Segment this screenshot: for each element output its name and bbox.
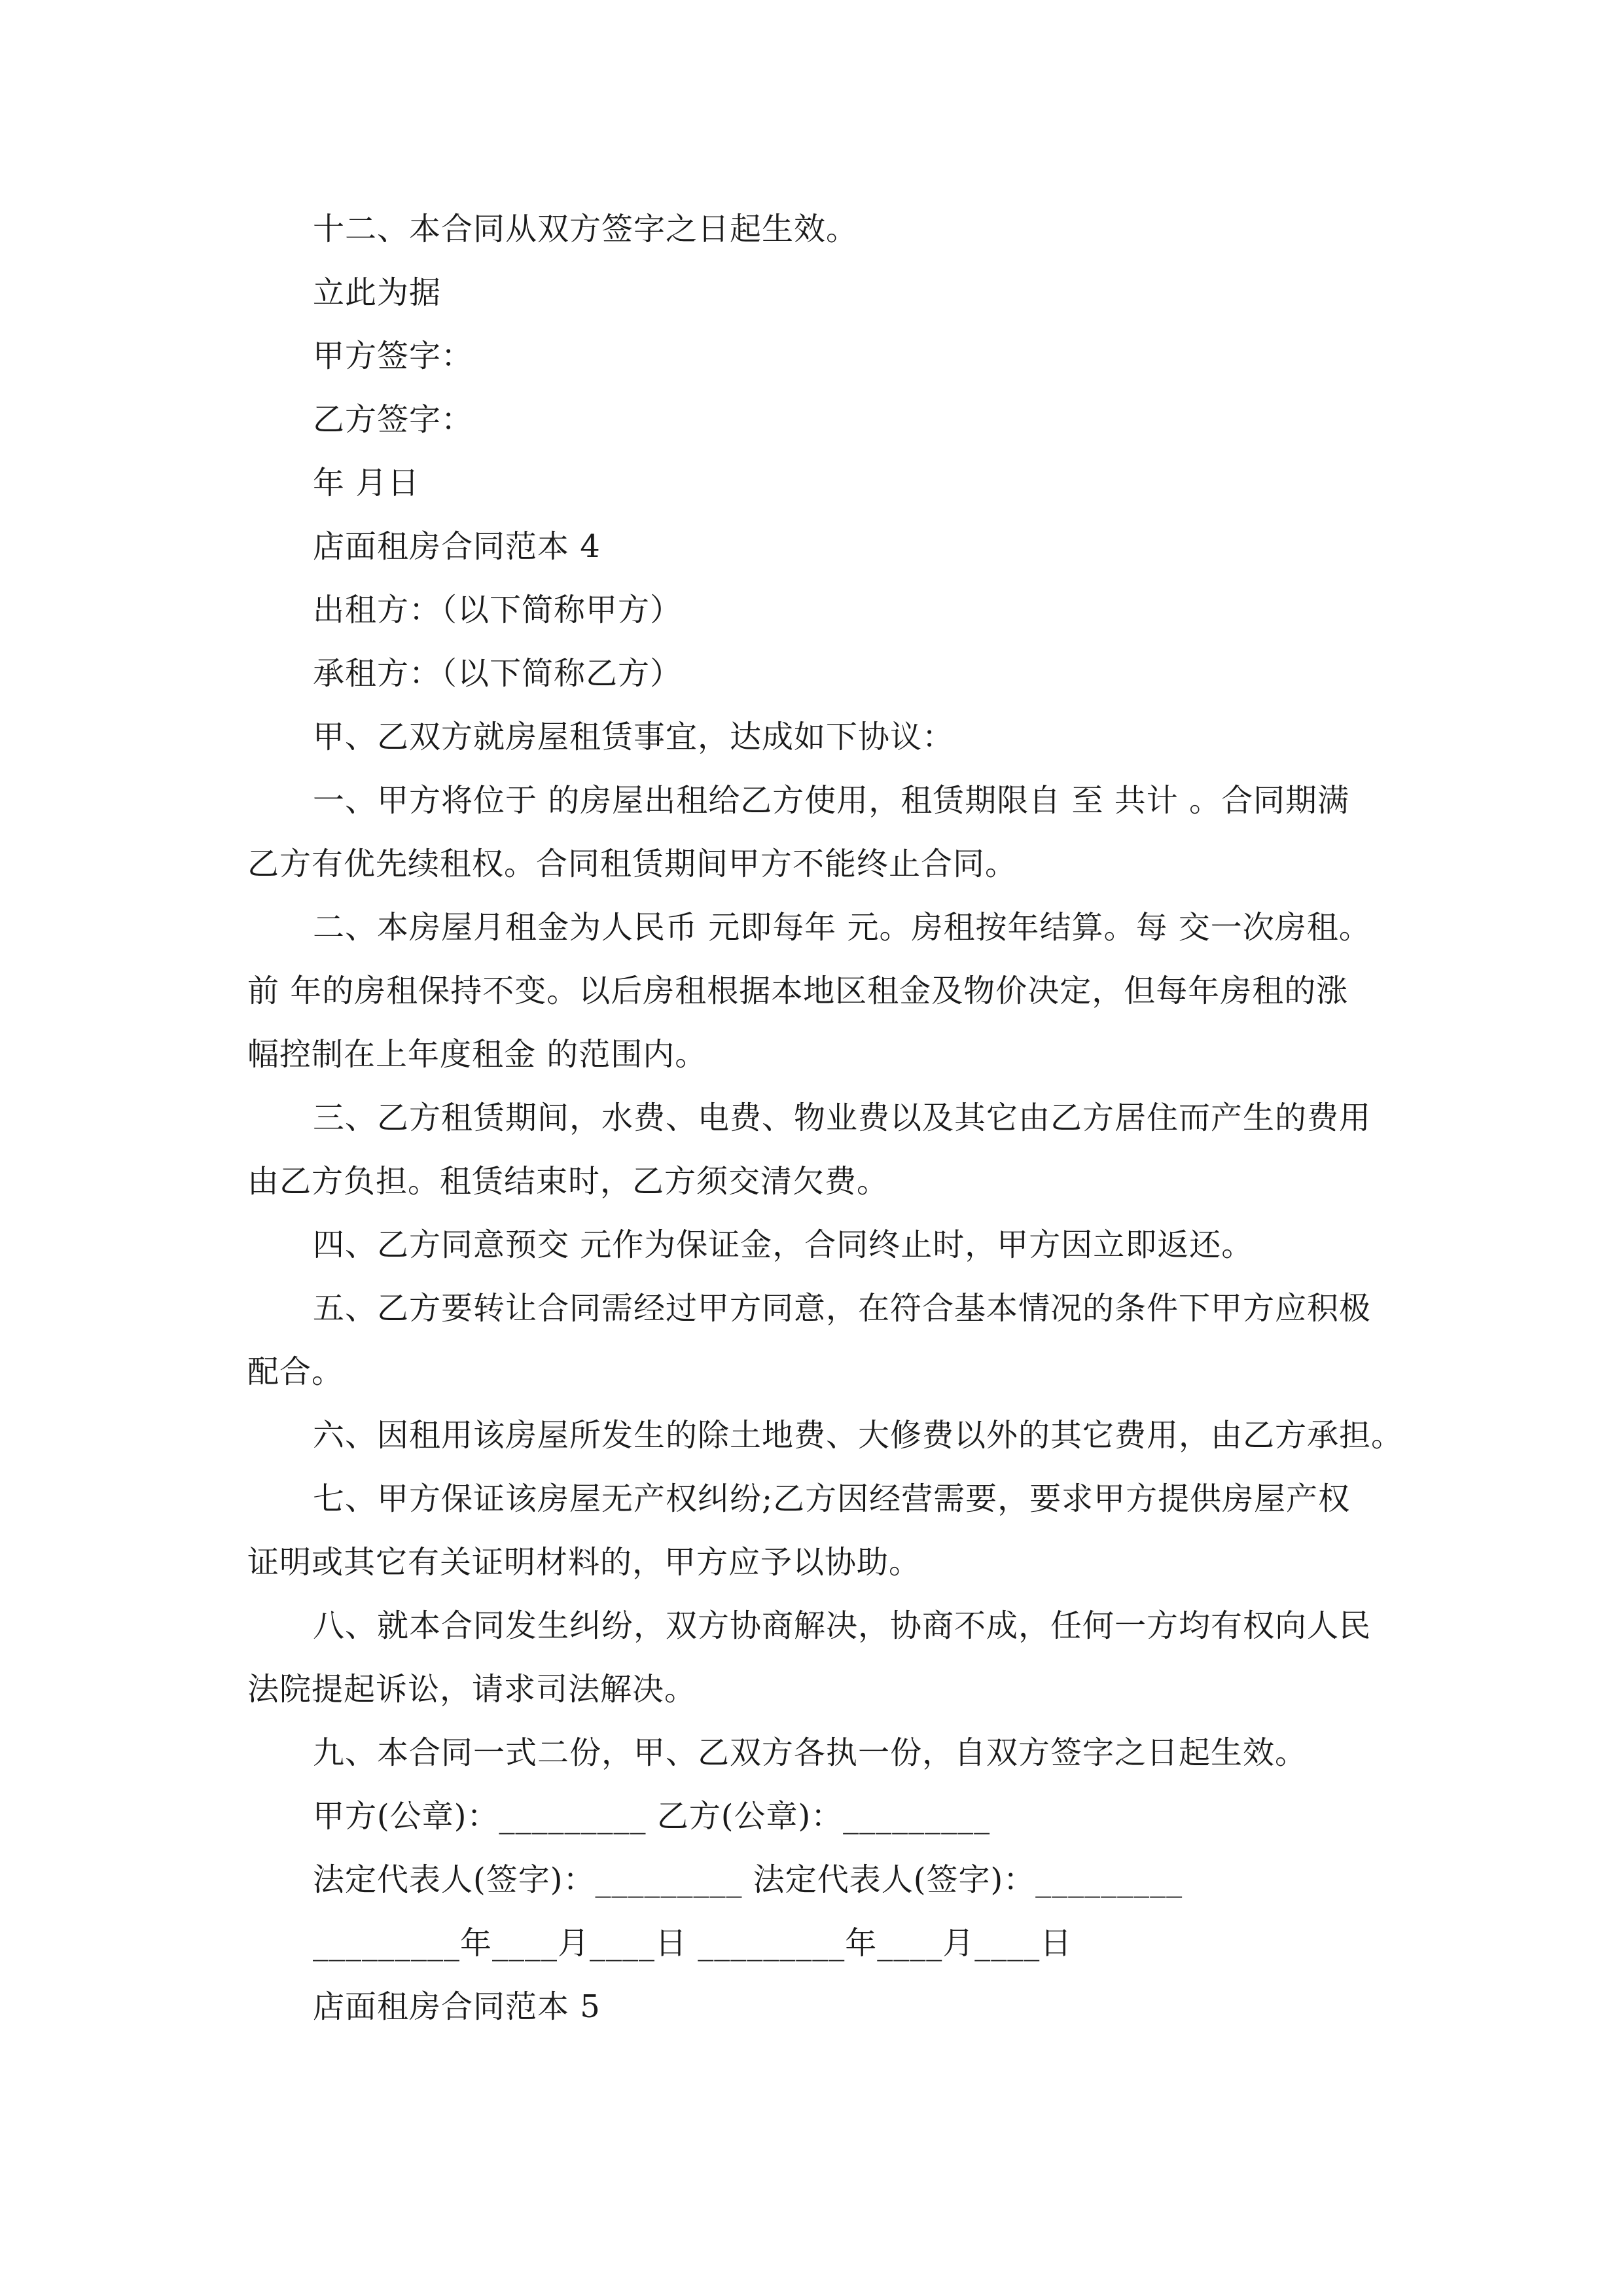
party-b-signature-label: 乙方签字： bbox=[313, 401, 474, 438]
clause-5-line-1: 五、乙方要转让合同需经过甲方同意，在符合基本情况的条件下甲方应积极 bbox=[313, 1290, 1372, 1327]
date-line: 年 月日 bbox=[313, 465, 420, 501]
clause-7-line-1: 七、甲方保证该房屋无产权纠纷;乙方因经营需要，要求甲方提供房屋产权 bbox=[313, 1480, 1351, 1517]
clause-2-line-3: 幅控制在上年度租金 的范围内。 bbox=[247, 1036, 707, 1073]
clause-2-line-2: 前 年的房租保持不变。以后房租根据本地区租金及物价决定，但每年房租的涨 bbox=[247, 973, 1349, 1009]
clause-9: 九、本合同一式二份，甲、乙双方各执一份，自双方签字之日起生效。 bbox=[313, 1734, 1308, 1771]
clause-1-line-1: 一、甲方将位于 的房屋出租给乙方使用，租赁期限自 至 共计 。合同期满 bbox=[313, 782, 1350, 819]
clause-3-line-1: 三、乙方租赁期间，水费、电费、物业费以及其它由乙方居住而产生的费用 bbox=[313, 1100, 1372, 1136]
in-witness-line: 立此为据 bbox=[313, 274, 442, 311]
clause-3-line-2: 由乙方负担。租赁结束时，乙方须交清欠费。 bbox=[247, 1163, 889, 1200]
clause-5-line-2: 配合。 bbox=[247, 1354, 344, 1390]
agreement-intro: 甲、乙双方就房屋租赁事宜，达成如下协议： bbox=[313, 719, 955, 755]
clause-6: 六、因租用该房屋所发生的除土地费、大修费以外的其它费用，由乙方承担。 bbox=[313, 1417, 1404, 1454]
clause-12-effective: 十二、本合同从双方签字之日起生效。 bbox=[313, 211, 859, 247]
clause-4: 四、乙方同意预交 元作为保证金，合同终止时，甲方因立即返还。 bbox=[313, 1227, 1254, 1263]
clause-8-line-2: 法院提起诉讼，请求司法解决。 bbox=[247, 1671, 697, 1708]
party-a-signature-label: 甲方签字： bbox=[313, 338, 474, 374]
contract-sample-5-title: 店面租房合同范本 5 bbox=[313, 1988, 601, 2025]
contract-sample-4-title: 店面租房合同范本 4 bbox=[313, 528, 601, 565]
seal-lines: 甲方(公章)：_________ 乙方(公章)：_________ bbox=[313, 1798, 991, 1835]
clause-8-line-1: 八、就本合同发生纠纷，双方协商解决，协商不成，任何一方均有权向人民 bbox=[313, 1607, 1372, 1644]
legal-representative-lines: 法定代表人(签字)：_________ 法定代表人(签字)：_________ bbox=[313, 1861, 1183, 1898]
clause-1-line-2: 乙方有优先续租权。合同租赁期间甲方不能终止合同。 bbox=[247, 846, 1018, 882]
lessor-line: 出租方：（以下简称甲方） bbox=[313, 592, 683, 628]
signing-date-lines: _________年____月____日 _________年____月____日 bbox=[313, 1925, 1073, 1962]
lessee-line: 承租方：（以下简称乙方） bbox=[313, 655, 683, 692]
clause-2-line-1: 二、本房屋月租金为人民币 元即每年 元。房租按年结算。每 交一次房租。 bbox=[313, 909, 1371, 946]
clause-7-line-2: 证明或其它有关证明材料的，甲方应予以协助。 bbox=[247, 1544, 921, 1581]
